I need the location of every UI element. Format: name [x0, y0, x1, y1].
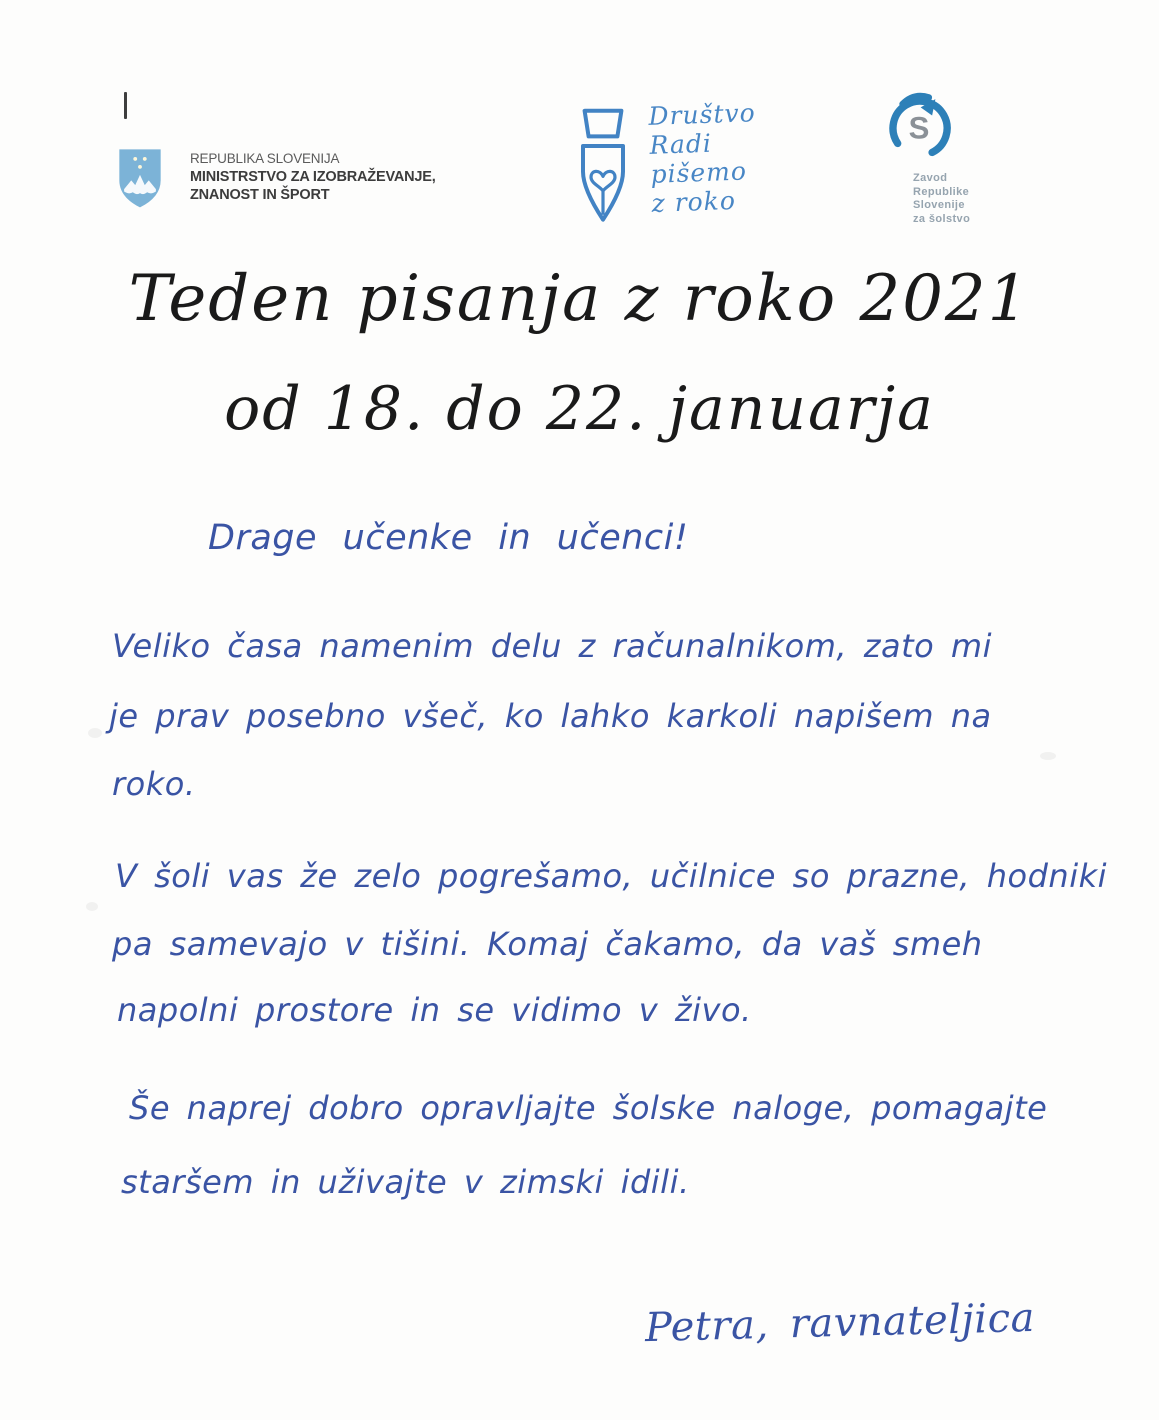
society-line3: pišemo	[650, 156, 748, 189]
ministry-line2: MINISTRSTVO ZA IZOBRAŽEVANJE,	[190, 169, 436, 185]
institute-line1: Zavod	[913, 172, 948, 184]
ministry-line1: REPUBLIKA SLOVENIJA	[190, 151, 340, 166]
letter-salutation: Drage učenke in učenci!	[208, 518, 689, 558]
letter-paragraph3-line2: staršem in uživajte v zimski idili.	[121, 1163, 690, 1201]
handwritten-title-line1: Teden pisanja z roko 2021	[128, 262, 1031, 336]
institute-name	[913, 172, 970, 226]
fountain-pen-nib-heart-icon	[567, 104, 639, 228]
letter-paragraph1-line1: Veliko časa namenim delu z računalnikom, zato mi	[112, 627, 992, 665]
scan-smudge	[86, 902, 98, 911]
handwritten-title-line2: od 18. do 22. januarja	[224, 374, 935, 444]
scan-tick-mark	[124, 92, 127, 119]
letter-paragraph1-line3: roko.	[112, 765, 196, 803]
letter-paragraph1-line2: je prav posebno všeč, ko lahko karkoli napišem na	[109, 697, 992, 735]
scan-smudge	[1040, 752, 1056, 760]
ministry-line3: ZNANOST IN ŠPORT	[190, 187, 330, 203]
letter-paragraph2-line2: pa samevajo v tišini. Komaj čakamo, da vaš smeh	[112, 925, 983, 963]
scan-smudge	[88, 728, 102, 738]
letter-signature: Petra, ravnateljica	[644, 1294, 1036, 1352]
svg-text:S: S	[908, 110, 930, 146]
letter-paragraph2-line3: napolni prostore in se vidimo v živo.	[117, 991, 752, 1029]
slovenia-coat-of-arms-icon	[116, 147, 164, 209]
society-name	[648, 98, 759, 218]
society-line4: z roko	[651, 185, 737, 218]
letter-paragraph3-line1: Še naprej dobro opravljajte šolske naloge, pomagajte	[129, 1089, 1048, 1127]
institute-line4: za šolstvo	[913, 212, 971, 225]
society-line1: Društvo	[648, 98, 757, 131]
institute-line2: Republike	[913, 185, 970, 198]
ministry-title	[190, 150, 436, 204]
society-line2: Radi	[649, 128, 713, 160]
letter-paragraph2-line1: V šoli vas že zelo pogrešamo, učilnice so prazne, hodniki	[115, 857, 1108, 895]
circular-arrow-s-icon	[878, 86, 960, 168]
institute-line3: Slovenije	[913, 199, 965, 211]
